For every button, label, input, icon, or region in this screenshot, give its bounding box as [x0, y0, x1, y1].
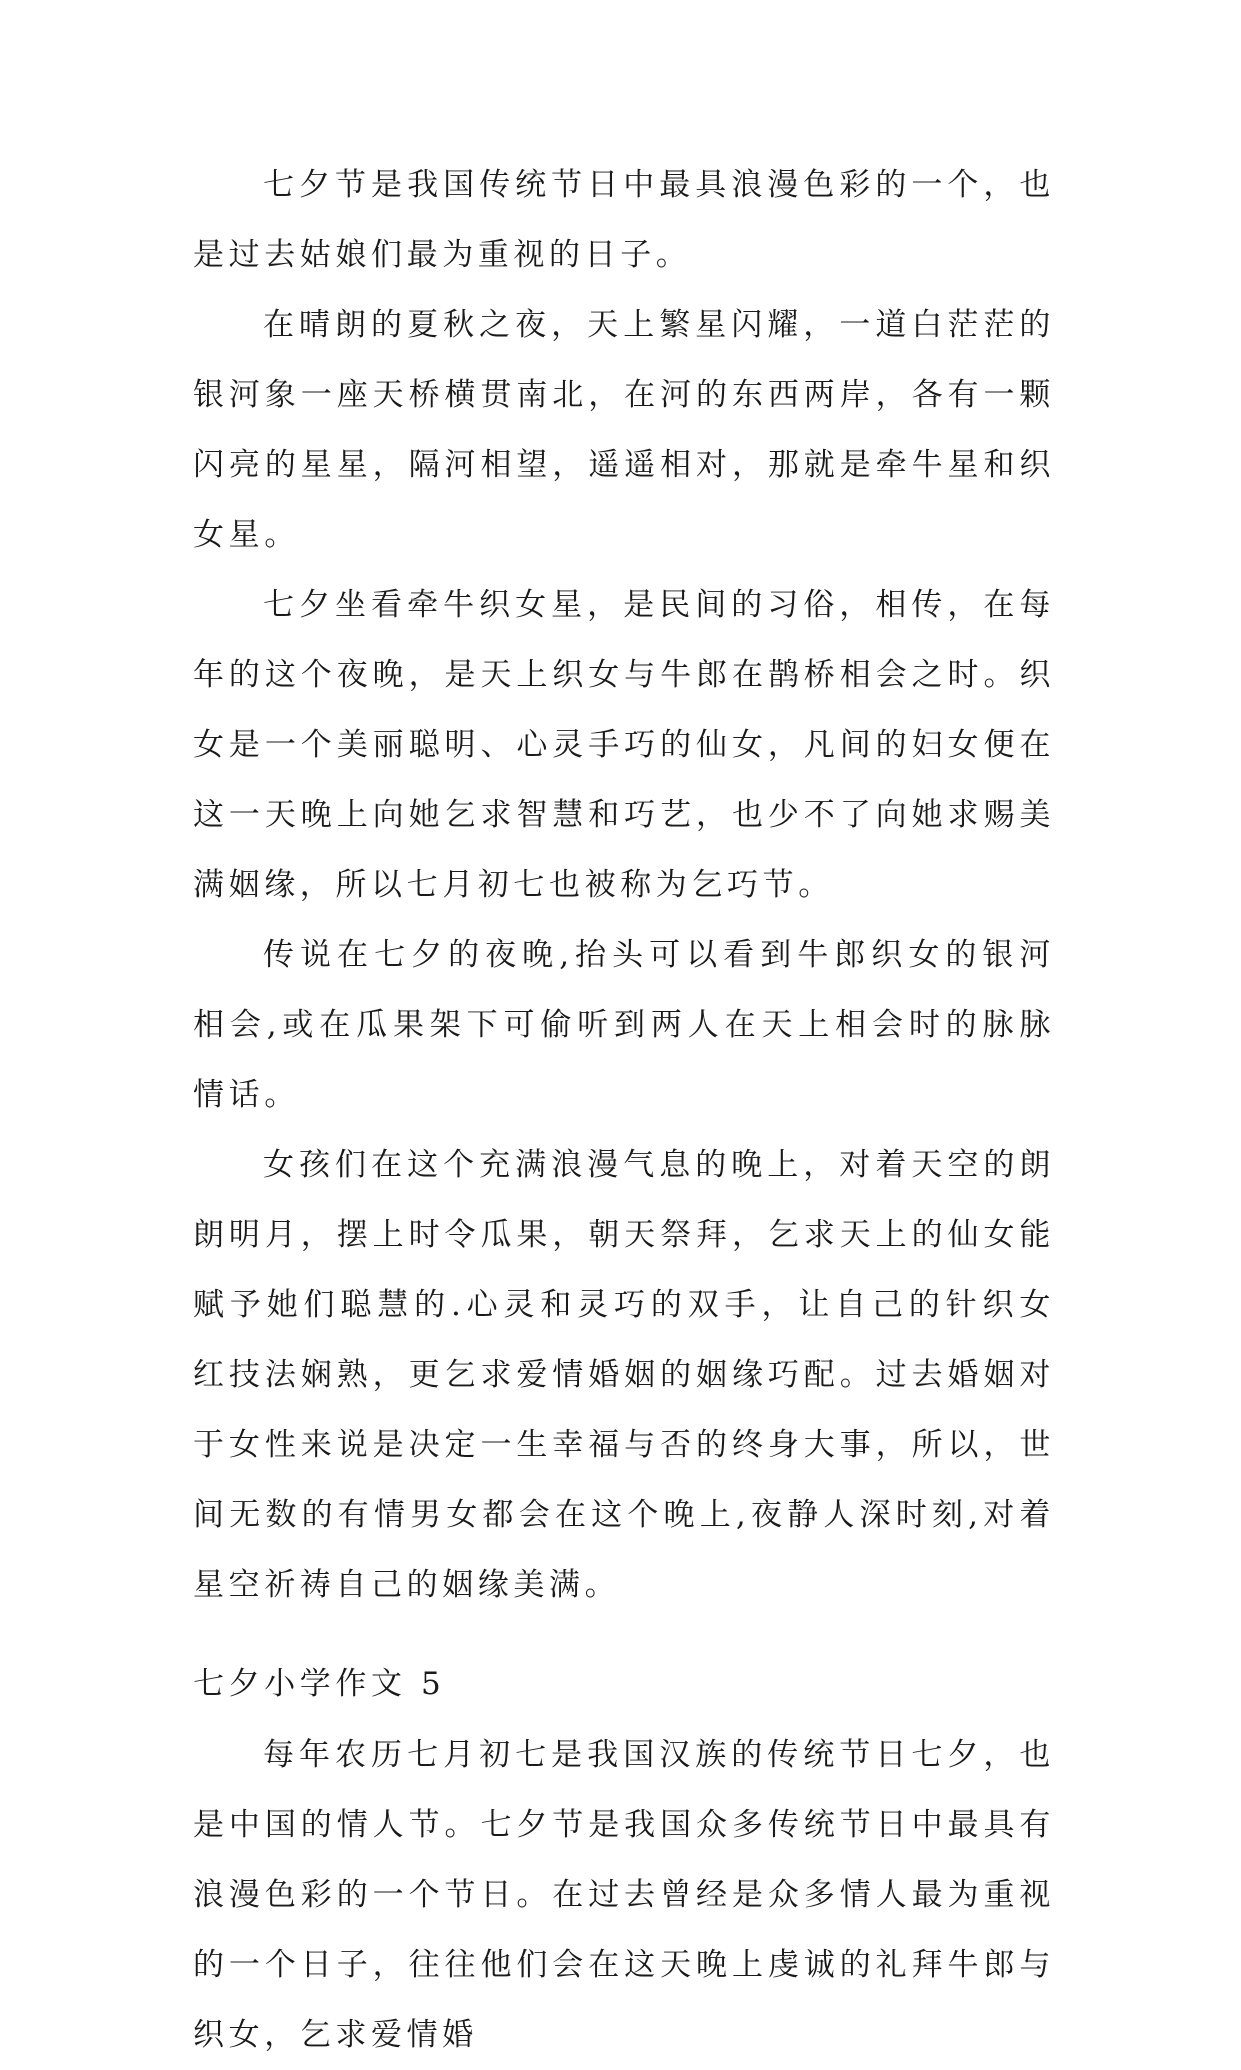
paragraph: 传说在七夕的夜晚,抬头可以看到牛郎织女的银河相会,或在瓜果架下可偷听到两人在天上相会时的脉脉情话。 [193, 937, 1055, 1113]
paragraph: 七夕坐看牵牛织女星，是民间的习俗，相传，在每年的这个夜晚，是天上织女与牛郎在鹊桥相会之时。织女是一个美丽聪明、心灵手巧的仙女，凡间的妇女便在这一天晚上向她乞求智慧和巧艺，也少不了向她求赐美满姻缘，所以七月初七也被称为乞巧节。 [193, 587, 1055, 903]
paragraph: 七夕节是我国传统节日中最具浪漫色彩的一个，也是过去姑娘们最为重视的日子。 [193, 167, 1055, 273]
paragraph: 女孩们在这个充满浪漫气息的晚上，对着天空的朗朗明月，摆上时令瓜果，朝天祭拜，乞求天上的仙女能赋予她们聪慧的.心灵和灵巧的双手，让自己的针织女红技法娴熟，更乞求爱情婚姻的姻缘巧配。过去婚姻对于女性来说是决定一生幸福与否的终身大事，所以，世间无数的有情男女都会在这个晚上,夜静人深时刻,对着星空祈祷自己的姻缘美满。 [193, 1147, 1055, 1603]
paragraph: 在晴朗的夏秋之夜，天上繁星闪耀，一道白茫茫的银河象一座天桥横贯南北，在河的东西两岸，各有一颗闪亮的星星，隔河相望，遥遥相对，那就是牵牛星和织女星。 [193, 307, 1055, 553]
paragraph: 每年农历七月初七是我国汉族的传统节日七夕，也是中国的情人节。七夕节是我国众多传统节日中最具有浪漫色彩的一个节日。在过去曾经是众多情人最为重视的一个日子，往往他们会在这天晚上虔诚的礼拜牛郎与织女，乞求爱情婚 [193, 1737, 1055, 2053]
document-page [193, 150, 1055, 2070]
section-title: 七夕小学作文 5 [193, 1666, 446, 1702]
